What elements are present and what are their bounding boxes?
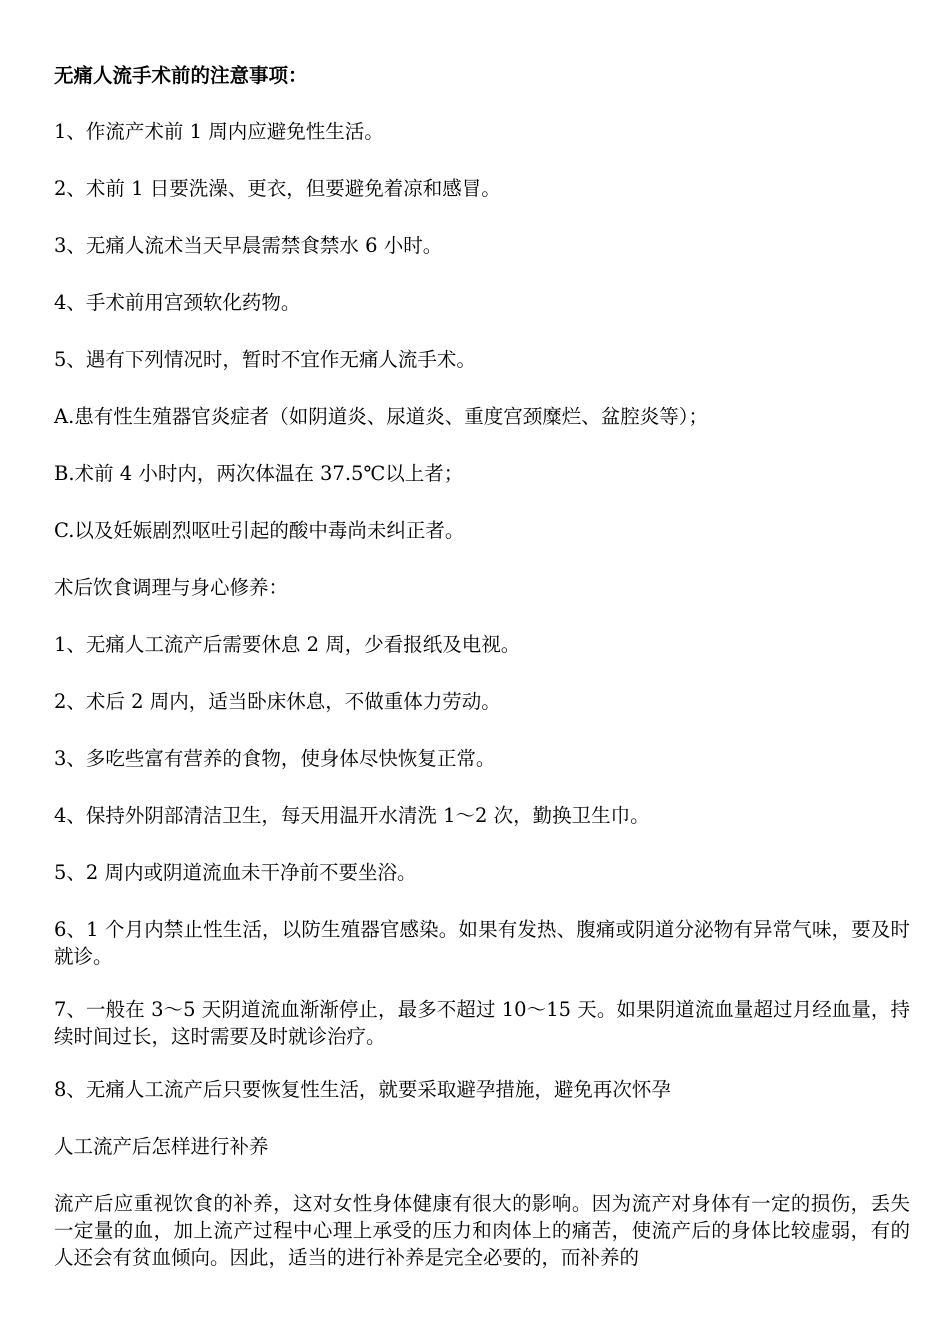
recovery-body-paragraph: 流产后应重视饮食的补养，这对女性身体健康有很大的影响。因为流产对身体有一定的损伤，丢失一定量的血，加上流产过程中心理上承受的压力和肉体上的痛苦，使流产后的身体比较虚弱，有的人还会有贫血倾向。因此，适当的进行补养是完全必要的，而补养的 (54, 1192, 910, 1269)
postop-item-3: 3、多吃些富有营养的食物，使身体尽快恢复正常。 (54, 747, 496, 770)
postop-item-6: 6、1 个月内禁止性生活，以防生殖器官感染。如果有发热、腹痛或阴道分泌物有异常气味，要及时就诊。 (54, 918, 910, 968)
postop-item-2: 2、术后 2 周内，适当卧床休息，不做重体力劳动。 (54, 690, 501, 713)
section-title-postop: 术后饮食调理与身心修养： (54, 576, 289, 599)
postop-item-5: 5、2 周内或阴道流血未干净前不要坐浴。 (54, 861, 417, 884)
preop-item-5: 5、遇有下列情况时，暂时不宜作无痛人流手术。 (54, 348, 476, 371)
preop-subitem-a: A.患有性生殖器官炎症者（如阴道炎、尿道炎、重度宫颈糜烂、盆腔炎等）； (54, 405, 709, 428)
section-title-recovery: 人工流产后怎样进行补养 (54, 1135, 269, 1158)
postop-item-7: 7、一般在 3～5 天阴道流血渐渐停止，最多不超过 10～15 天。如果阴道流血量超过月经血量，持续时间过长，这时需要及时就诊治疗。 (54, 998, 910, 1048)
postop-item-4: 4、保持外阴部清洁卫生，每天用温开水清洗 1～2 次，勤换卫生巾。 (54, 804, 650, 827)
preop-item-2: 2、术前 1 日要洗澡、更衣，但要避免着凉和感冒。 (54, 177, 501, 200)
postop-item-8: 8、无痛人工流产后只要恢复性生活，就要采取避孕措施，避免再次怀孕 (54, 1078, 671, 1101)
preop-item-4: 4、手术前用宫颈软化药物。 (54, 291, 301, 314)
section-title-preop: 无痛人流手术前的注意事项： (54, 64, 308, 87)
preop-subitem-c: C.以及妊娠剧烈呕吐引起的酸中毒尚未纠正者。 (54, 519, 465, 542)
preop-item-3: 3、无痛人流术当天早晨需禁食禁水 6 小时。 (54, 234, 443, 257)
preop-item-1: 1、作流产术前 1 周内应避免性生活。 (54, 120, 384, 143)
postop-item-1: 1、无痛人工流产后需要休息 2 周，少看报纸及电视。 (54, 633, 521, 656)
preop-subitem-b: B.术前 4 小时内，两次体温在 37.5℃以上者； (54, 462, 464, 485)
